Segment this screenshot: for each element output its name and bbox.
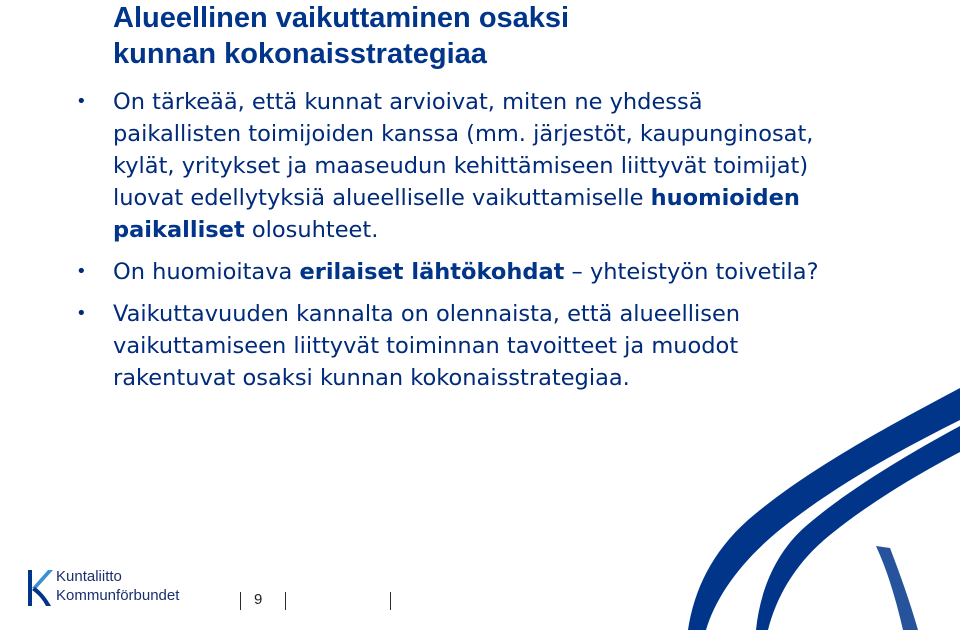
bullet-text: olosuhteet. <box>244 217 379 243</box>
footer-divider <box>285 592 286 610</box>
slide-title <box>113 0 913 72</box>
kuntaliitto-k-logo-icon <box>26 566 56 610</box>
bullet-text-emphasis: erilaiset lähtökohdat <box>299 259 565 285</box>
slide-title-line2: kunnan kokonaisstrategiaa <box>113 38 487 70</box>
bullet-dot-icon: • <box>76 303 87 324</box>
logo-text-finnish: Kuntaliitto <box>56 568 122 585</box>
logo-text <box>56 567 179 605</box>
bullet-text: On tärkeää, että kunnat arvioivat, miten ne yhdessä paikallisten toimijoiden kanssa (mm. järjestöt, kaupunginosat, kylät, yritykset ja maaseudun kehittämiseen liittyvät toimijat) luovat edellytyksiä alueelliselle vaikuttamiselle <box>113 89 814 211</box>
bullet-dot-icon: • <box>76 91 87 112</box>
bullet-text: Vaikuttavuuden kannalta on olennaista, että alueellisen vaikuttamiseen liittyvät toiminnan tavoitteet ja muodot rakentuvat osaksi kunnan kokonaisstrategiaa. <box>113 301 741 391</box>
bullet-text: – yhteistyön toivetila? <box>564 259 819 285</box>
bullet-list <box>0 86 960 394</box>
slide-title-line1: Alueellinen vaikuttaminen osaksi <box>113 2 570 34</box>
bullet-item <box>0 86 833 246</box>
bullet-dot-icon: • <box>76 261 87 282</box>
bullet-item <box>0 298 853 394</box>
page-number: 9 <box>254 591 263 608</box>
bullet-text: On huomioitava <box>113 259 300 285</box>
bullet-item <box>0 256 833 288</box>
footer-divider <box>390 592 391 610</box>
logo-text-swedish: Kommunförbundet <box>56 587 180 604</box>
bullet-text-emphasis: huomioiden paikalliset <box>113 185 800 243</box>
kuntaliitto-logo <box>26 566 206 612</box>
footer-divider <box>240 592 241 610</box>
